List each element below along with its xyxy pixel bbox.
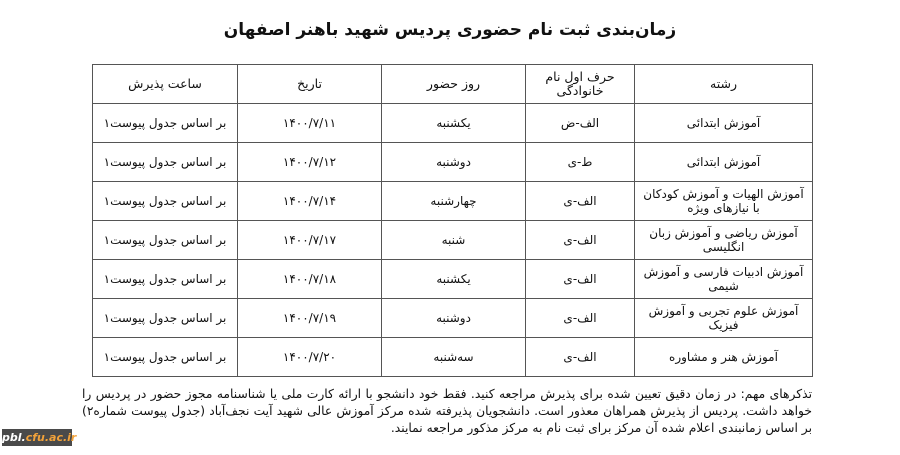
cell-major: آموزش ابتدائی	[635, 104, 813, 143]
cell-date: ۱۴۰۰/۷/۱۲	[238, 143, 382, 182]
cell-letter: الف-ی	[526, 260, 635, 299]
header-letter: حرف اول نام خانوادگی	[526, 65, 635, 104]
cell-major: آموزش ریاضی و آموزش زبان انگلیسی	[635, 221, 813, 260]
cell-date: ۱۴۰۰/۷/۱۴	[238, 182, 382, 221]
table-row	[93, 299, 813, 338]
header-day: روز حضور	[382, 65, 526, 104]
cell-letter: الف-ی	[526, 182, 635, 221]
header-date: تاریخ	[238, 65, 382, 104]
cell-day: دوشنبه	[382, 299, 526, 338]
watermark-prefix: pbl.	[2, 431, 26, 444]
cell-day: یکشنبه	[382, 104, 526, 143]
table-row	[93, 104, 813, 143]
cell-major: آموزش ابتدائی	[635, 143, 813, 182]
registration-schedule-table	[92, 64, 813, 377]
cell-major: آموزش علوم تجربی و آموزش فیزیک	[635, 299, 813, 338]
table-row	[93, 338, 813, 377]
cell-day: شنبه	[382, 221, 526, 260]
header-time: ساعت پذیرش	[93, 65, 238, 104]
cell-time: بر اساس جدول پیوست۱	[93, 221, 238, 260]
cell-date: ۱۴۰۰/۷/۱۹	[238, 299, 382, 338]
cell-date: ۱۴۰۰/۷/۱۷	[238, 221, 382, 260]
cell-day: سه‌شنبه	[382, 338, 526, 377]
cell-day: دوشنبه	[382, 143, 526, 182]
cell-time: بر اساس جدول پیوست۱	[93, 143, 238, 182]
table-row	[93, 143, 813, 182]
cell-letter: ط-ی	[526, 143, 635, 182]
cell-time: بر اساس جدول پیوست۱	[93, 182, 238, 221]
watermark-domain: cfu.ac.ir	[25, 431, 77, 444]
cell-time: بر اساس جدول پیوست۱	[93, 299, 238, 338]
cell-letter: الف-ی	[526, 299, 635, 338]
cell-time: بر اساس جدول پیوست۱	[93, 338, 238, 377]
cell-time: بر اساس جدول پیوست۱	[93, 104, 238, 143]
cell-letter: الف-ض	[526, 104, 635, 143]
cell-date: ۱۴۰۰/۷/۲۰	[238, 338, 382, 377]
table-header-row	[93, 65, 813, 104]
cell-major: آموزش ادبیات فارسی و آموزش شیمی	[635, 260, 813, 299]
cell-date: ۱۴۰۰/۷/۱۱	[238, 104, 382, 143]
important-notes: تذکرهای مهم: در زمان دقیق تعیین شده برای پذیرش مراجعه کنید. فقط خود دانشجو با ارائه کارت ملی یا شناسنامه مجوز حضور در پردیس را خواهد داشت. پردیس از پذیرش همراهان معذور است. دانشجویان پذیرفته شده مرکز آموزش عالی شهید آیت نجف‌آباد (جدول پیوست شماره۲) بر اساس زمانبندی اعلام شده آن مرکز برای ثبت نام به مرکز مذکور مراجعه نمایند.	[82, 387, 812, 435]
cell-day: چهارشنبه	[382, 182, 526, 221]
table-row	[93, 221, 813, 260]
cell-letter: الف-ی	[526, 221, 635, 260]
table-row	[93, 260, 813, 299]
cell-major: آموزش الهیات و آموزش کودکان با نیازهای ویژه	[635, 182, 813, 221]
cell-date: ۱۴۰۰/۷/۱۸	[238, 260, 382, 299]
watermark-logo	[2, 429, 77, 446]
cell-time: بر اساس جدول پیوست۱	[93, 260, 238, 299]
table-row	[93, 182, 813, 221]
cell-day: یکشنبه	[382, 260, 526, 299]
header-major: رشته	[635, 65, 813, 104]
cell-major: آموزش هنر و مشاوره	[635, 338, 813, 377]
page-title: زمان‌بندی ثبت نام حضوری پردیس شهید باهنر اصفهان	[223, 20, 677, 40]
cell-letter: الف-ی	[526, 338, 635, 377]
